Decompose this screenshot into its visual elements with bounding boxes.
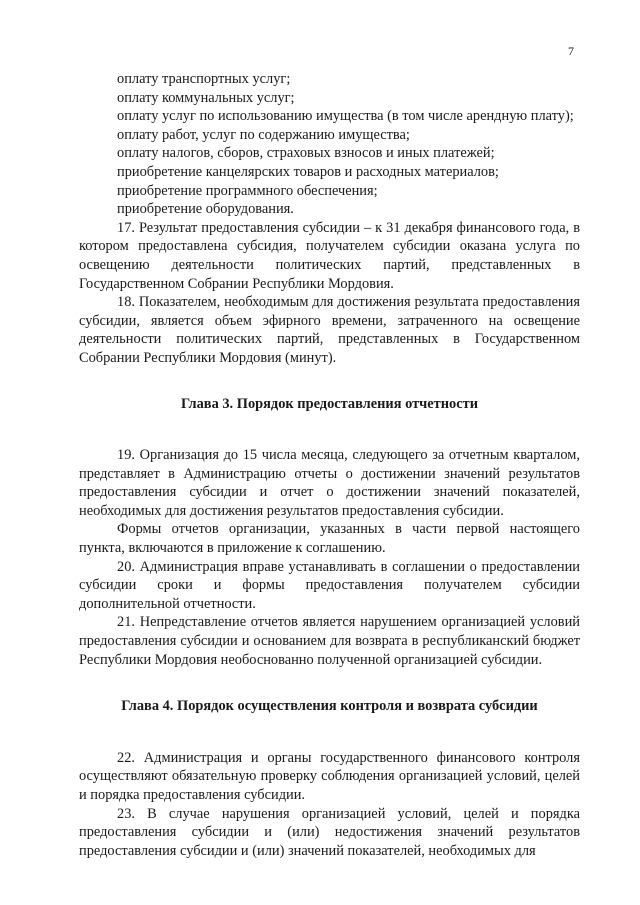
page-number: 7 bbox=[568, 44, 574, 58]
body-text bbox=[79, 70, 580, 860]
chapter-3-title: Глава 3. Порядок предоставления отчетности bbox=[181, 395, 478, 412]
paragraph-23: 23. В случае нарушения организацией условий, целей и порядка предоставления субсидии и (или) недостижения значений результатов предоставления субсидии и (или) значений показателей, необходимых для bbox=[79, 805, 580, 859]
list-item: оплату услуг по использованию имущества (в том числе арендную плату); bbox=[117, 108, 574, 125]
list-item: приобретение оборудования. bbox=[117, 201, 294, 218]
list-item: оплату работ, услуг по содержанию имущества; bbox=[117, 126, 410, 143]
paragraph-20: 20. Администрация вправе устанавливать в соглашении о предоставлении субсидии сроки и формы предоставления получателем субсидии дополнительной отчетности. bbox=[79, 558, 580, 612]
list-item: оплату налогов, сборов, страховых взносов и иных платежей; bbox=[117, 145, 495, 162]
list-item: приобретение программного обеспечения; bbox=[117, 182, 378, 199]
list-item: приобретение канцелярских товаров и расходных материалов; bbox=[117, 163, 499, 180]
chapter-4-title: Глава 4. Порядок осуществления контроля и возврата субсидии bbox=[121, 698, 538, 715]
paragraph-21: 21. Непредставление отчетов является нарушением организацией условий предоставления субсидии и основанием для возврата в республиканский бюджет Республики Мордовия необоснованно полученной организацией субсидии. bbox=[79, 614, 580, 668]
paragraph-17: 17. Результат предоставления субсидии – к 31 декабря финансового года, в котором предоставлена субсидия, получателем субсидии оказана услуга по освещению деятельности политических партий, представленных в Государственном Собрании Республики Мордовия. bbox=[79, 219, 580, 292]
paragraph-22: 22. Администрация и органы государственного финансового контроля осуществляют обязательную проверку соблюдения организацией условий, целей и порядка предоставления субсидии. bbox=[79, 749, 580, 803]
paragraph-19-continued: Формы отчетов организации, указанных в части первой настоящего пункта, включаются в приложение к соглашению. bbox=[79, 521, 580, 557]
paragraph-18: 18. Показателем, необходимым для достижения результата предоставления субсидии, является объем эфирного времени, затраченного на освещение деятельности политических партий, представленных в Государственном Собрании Республики Мордовия (минут). bbox=[79, 294, 580, 366]
paragraph-19: 19. Организация до 15 числа месяца, следующего за отчетным кварталом, представляет в Администрацию отчеты о достижении значений результатов предоставления субсидии и отчет о достижении значений показателей, необходимых для достижения результатов предоставления субсидии. bbox=[79, 447, 580, 519]
list-item: оплату транспортных услуг; bbox=[117, 71, 291, 87]
list-item: оплату коммунальных услуг; bbox=[117, 89, 295, 106]
